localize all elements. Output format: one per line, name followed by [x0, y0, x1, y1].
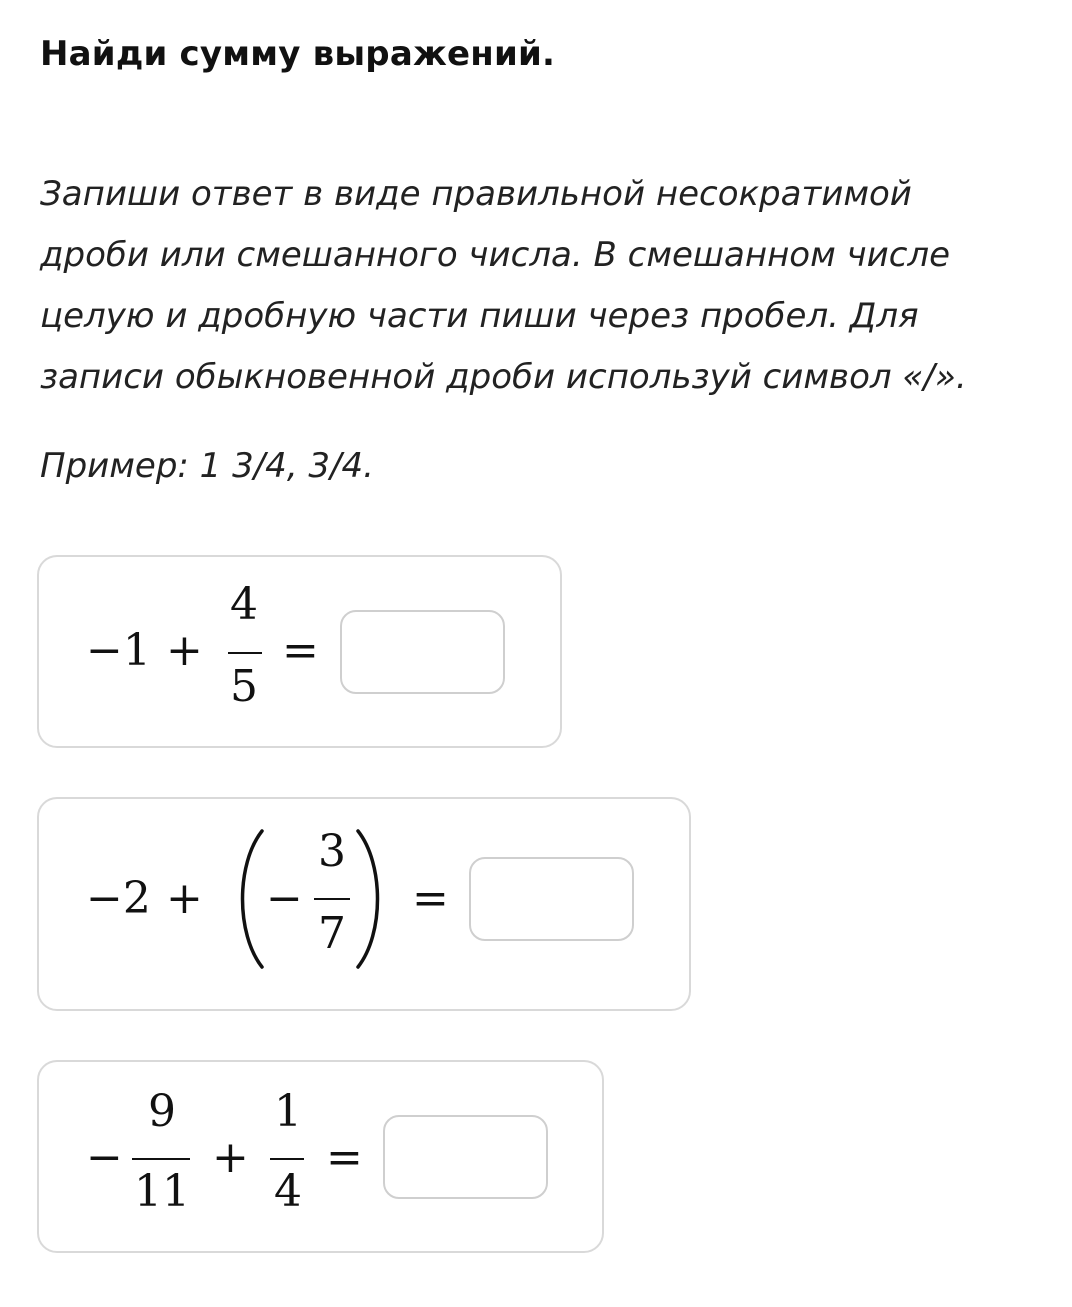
example-text: Пример: 1 3/4, 3/4. — [40, 446, 374, 486]
problem-2-left-parenthesis — [232, 828, 266, 970]
problem-1-equals-sign: = — [282, 625, 319, 676]
problem-3-denominator-1: 11 — [134, 1166, 190, 1217]
problem-2-answer-input[interactable] — [469, 857, 634, 941]
problem-2-equals-sign: = — [412, 873, 449, 924]
problem-1-fraction-bar — [228, 652, 262, 654]
problem-1-numerator: 4 — [230, 579, 258, 630]
problem-3-denominator-2: 4 — [274, 1166, 302, 1217]
page-title: Найди сумму выражений. — [40, 34, 556, 74]
problem-1-term: −1 — [86, 625, 151, 676]
problem-2-plus-sign: + — [166, 873, 203, 924]
problem-2-inner-minus-sign: − — [266, 873, 303, 924]
problem-2-right-parenthesis — [354, 828, 388, 970]
problem-3-numerator-1: 9 — [148, 1086, 176, 1137]
problem-2-numerator: 3 — [318, 826, 346, 877]
problem-3-leading-minus-sign: − — [86, 1132, 123, 1183]
problem-1-denominator: 5 — [230, 661, 258, 712]
problem-2-fraction-bar — [314, 898, 350, 900]
problem-3-plus-sign: + — [212, 1132, 249, 1183]
problem-2-term: −2 — [86, 873, 151, 924]
problem-3-fraction-bar-2 — [270, 1158, 304, 1160]
problem-3-answer-input[interactable] — [383, 1115, 548, 1199]
instructions-text: Запиши ответ в виде правильной несократимой дроби или смешанного числа. В смешанном числе целую и дробную части пиши через пробел. Для записи обыкновенной дроби используй символ «/». — [40, 174, 967, 397]
problem-2-denominator: 7 — [318, 908, 346, 959]
problem-3-fraction-bar-1 — [132, 1158, 190, 1160]
problem-1-plus-sign: + — [166, 625, 203, 676]
problem-1-answer-input[interactable] — [340, 610, 505, 694]
problem-3-equals-sign: = — [326, 1132, 363, 1183]
problem-3-numerator-2: 1 — [274, 1086, 302, 1137]
